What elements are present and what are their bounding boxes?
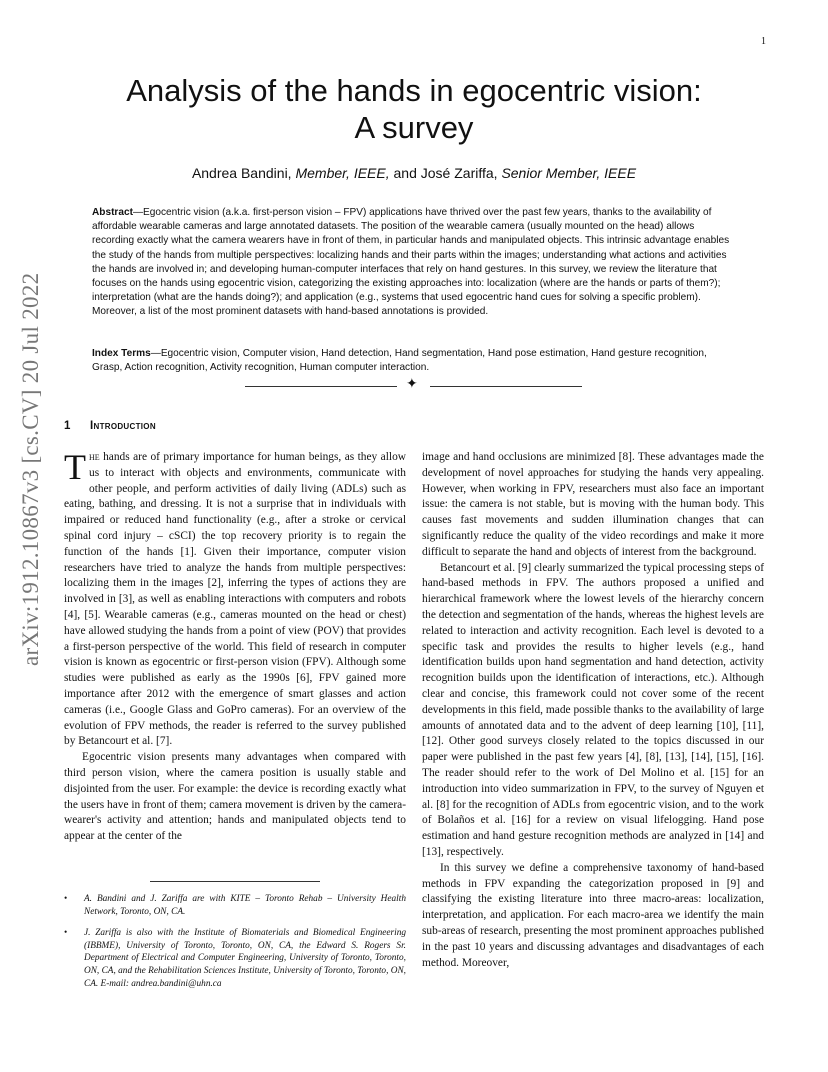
footnote-text: A. Bandini and J. Zariffa are with KITE – Toronto Rehab – University Health Network, Toronto, ON, CA. bbox=[84, 894, 406, 917]
arxiv-identifier-stamp[interactable]: arXiv:1912.10867v3 [cs.CV] 20 Jul 2022 bbox=[18, 272, 43, 666]
title-line-1: Analysis of the hands in egocentric vision: bbox=[126, 73, 702, 108]
section-heading bbox=[64, 420, 156, 432]
footnotes bbox=[64, 893, 406, 999]
drop-cap-continuation: he bbox=[89, 451, 100, 463]
index-terms-label: Index Terms bbox=[92, 348, 151, 359]
index-terms-text: —Egocentric vision, Computer vision, Hand detection, Hand segmentation, Hand pose estimation, Hand gesture recognition, Grasp, Action recognition, Activity recognition, Human computer interaction. bbox=[92, 348, 707, 374]
author-1-name: Andrea Bandini, bbox=[191, 165, 292, 181]
intro-paragraph-4: Betancourt et al. [9] clearly summarized the typical processing steps of hand-based methods in FPV. The authors proposed a unified and hierarchical framework where the lowest levels of the hierarchy concern the detection and segmentation of the hands, whereas the highest levels are related to interaction and activity recognition. Each level is devoted to a specific task and provides the results to higher levels (e.g., hand identification builds upon hand segmentation and hand detection, activity recognition builds upon the identification of interactions, etc.). Although clear and concise, this framework could not cover some of the recent developments in this field, made possible thanks to the availability of large amounts of annotated data and to the advent of deep learning [10], [11], [12]. Other good surveys closely related to the topics discussed in our paper were published in the past few years [4], [8], [13], [14], [15], [16]. The reader should refer to the work of Del Molino et al. [15] for an introduction into video summarization in FPV, to the survey of Nguyen et al. [8] for the recognition of ADLs from egocentric vision, and to the work of Bolaños et al. [16] for a review on visual lifelogging. Hand pose estimation and hand gesture recognition methods are analyzed in [14] and [13], respectively. bbox=[422, 561, 764, 858]
intro-paragraph-1-text: hands are of primary importance for human beings, as they allow us to interact with objects and environments, communicate with other people, and perform activities of daily living (ADLs) such as eating, bathing, and dressing. It is not a surprise that in individuals with impaired or reduced hand functionality (e.g., after a stroke or cervical spinal cord injury – cSCI) the top recovery priority is to regain the function of the hands [1]. Given their importance, computer vision researchers have tried to analyze the hands from multiple perspectives: localizing them in the images [2], inferring the types of actions they are involved in [3], as well as enabling interactions with computers and robots [4], [5]. Wearable cameras (e.g., cameras mounted on the head or chest) have allowed studying the hands from a point of view (POV) that provides a first-person perspective of the world. This field of research in computer vision is known as egocentric or first-person vision (FPV). Although some studies were published as early as the 1990s [6], FPV gained more importance after 2012 with the emergence of smart glasses and action cameras (i.e., Google Glass and GoPro cameras). For an overview of the evolution of FPV methods, the reader is referred to the survey published by Betancourt et al. [7]. bbox=[64, 451, 406, 748]
author-1-role: Member, IEEE, bbox=[295, 165, 390, 181]
author-conjunction: and bbox=[393, 165, 417, 181]
author-2-name: José Zariffa, bbox=[420, 165, 498, 181]
left-column bbox=[64, 447, 406, 845]
intro-paragraph-2: Egocentric vision presents many advantages when compared with third person vision, where the camera position is usually stable and disjointed from the user. For example: the device is recording exactly what the users have in front of them; camera movement is driven by the camera-wearer's activity and attention; hands and manipulated objects tend to appear at the center of the bbox=[64, 751, 406, 843]
divider-star-icon: ✦ bbox=[406, 377, 418, 392]
intro-paragraph-3: image and hand occlusions are minimized [8]. These advantages made the development of novel approaches for studying the hands very appealing. However, when working in FPV, researchers must also face an important issue: the camera is not stable, but is moving with the human body. This causes fast movements and sudden illumination changes that can significantly reduce the quality of the video recordings and make it more difficult to separate the hand and objects of interest from the background. bbox=[422, 451, 764, 558]
page-number: 1 bbox=[761, 36, 766, 47]
divider-rule-left bbox=[245, 386, 397, 387]
section-number: 1 bbox=[64, 420, 71, 432]
intro-paragraph-1 bbox=[64, 447, 406, 750]
drop-cap: T bbox=[64, 447, 86, 487]
footnote-affiliation-2 bbox=[64, 927, 406, 990]
divider-rule-right bbox=[430, 386, 582, 387]
abstract-label: Abstract bbox=[92, 207, 133, 218]
paper-title bbox=[0, 72, 828, 146]
title-line-2: A survey bbox=[354, 110, 474, 145]
index-terms bbox=[92, 347, 737, 375]
intro-paragraph-5: In this survey we define a comprehensive taxonomy of hand-based methods in FPV expanding the categorization proposed in [9] and classifying the existing literature into three macro-areas: localization, interpretation, and application. For each macro-area we identify the main sub-areas of research, presenting the most prominent approaches published in the past 10 years and discussing advantages and disadvantages of each method. Moreover, bbox=[422, 861, 764, 969]
section-title: Introduction bbox=[90, 420, 156, 432]
abstract-text: —Egocentric vision (a.k.a. first-person vision – FPV) applications have thrived over the past few years, thanks to the availability of affordable wearable cameras and large annotated datasets. The position of the wearable camera (usually mounted on the head) allows recording exactly what the camera wearers have in front of them, in particular hands and manipulated objects. This intrinsic advantage enables the study of the hands from multiple perspectives: localizing hands and their parts within the images; understanding what actions and activities the hands are involved in; and developing human-computer interfaces that rely on hand gestures. In this survey, we review the literature that focuses on the hands using egocentric vision, categorizing the existing approaches into: localization (where are the hands or parts of them?); interpretation (what are the hands doing?); and application (e.g., systems that used egocentric hand cues for solving a specific problem). Moreover, a list of the most prominent datasets with hand-based annotations is provided. bbox=[92, 207, 730, 318]
bullet-icon: • bbox=[64, 928, 68, 939]
right-column bbox=[422, 450, 764, 971]
bullet-icon: • bbox=[64, 894, 68, 904]
footnote-rule bbox=[150, 881, 320, 882]
author-2-role: Senior Member, IEEE bbox=[501, 165, 637, 181]
footnote-affiliation-1 bbox=[64, 893, 406, 918]
author-list bbox=[0, 165, 828, 181]
footnote-text: J. Zariffa is also with the Institute of Biomaterials and Biomedical Engineering (IBBME), University of Toronto, Toronto, ON, CA, the Edward S. Rogers Sr. Department of Electrical and Computer Engineering, University of Toronto, Toronto, ON, CA, and the Rehabilitation Sciences Institute, University of Toronto, Toronto, ON, CA. E-mail: andrea.bandini@uhn.ca bbox=[84, 928, 406, 989]
abstract bbox=[92, 206, 737, 320]
